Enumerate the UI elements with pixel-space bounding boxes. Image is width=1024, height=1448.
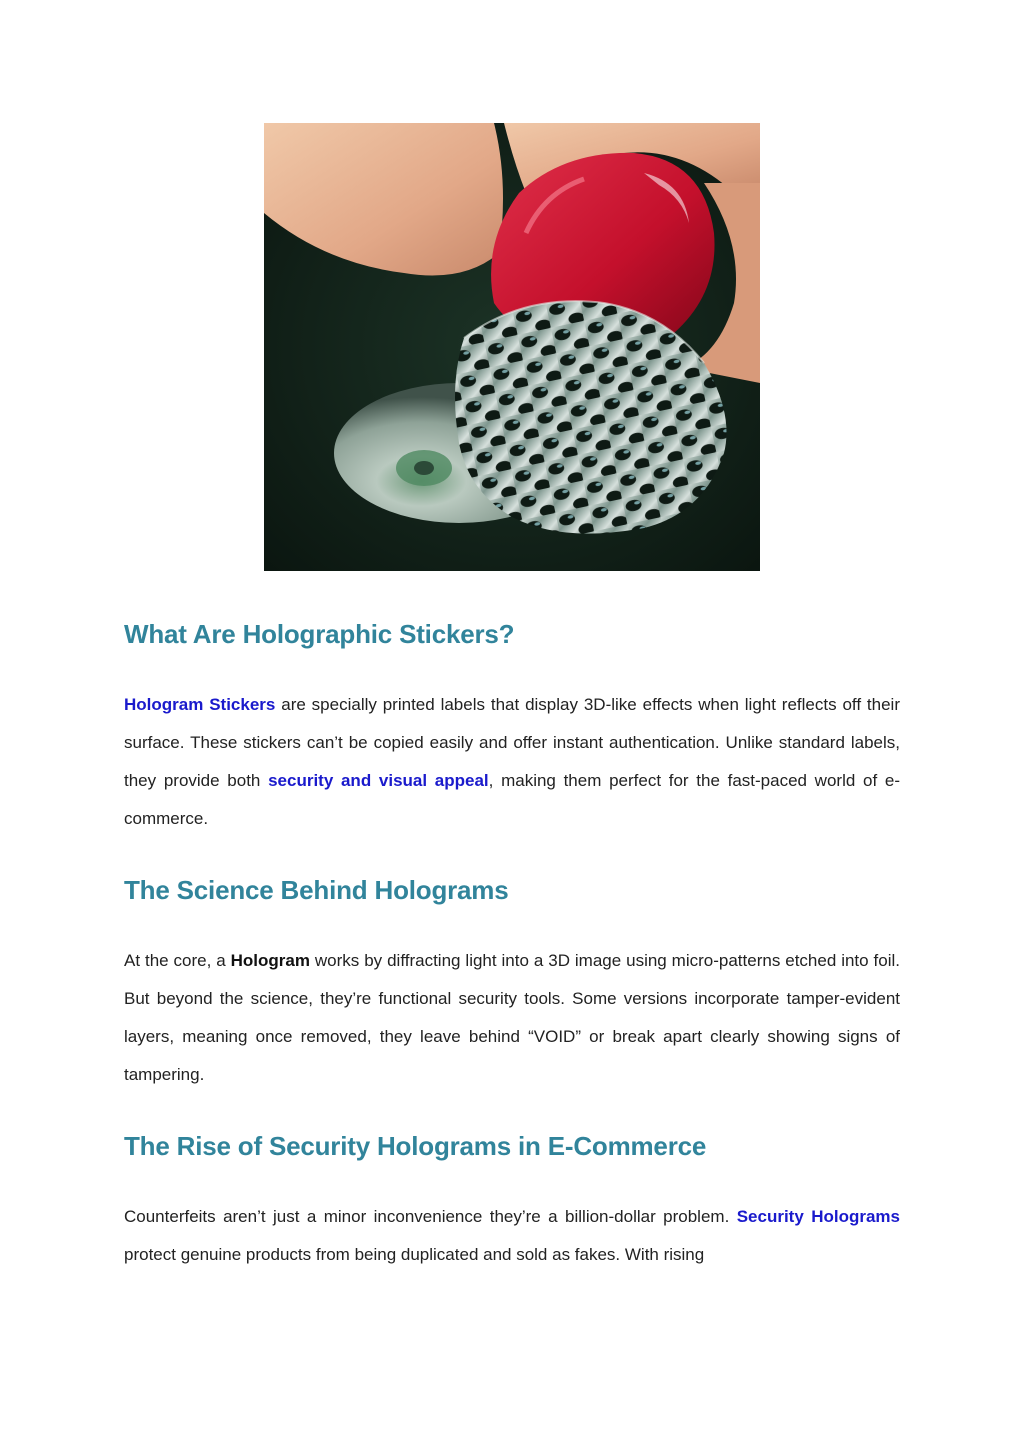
- hero-image: [264, 123, 760, 571]
- link-security-and-visual-appeal[interactable]: security and visual appeal: [268, 771, 489, 790]
- heading-what-are-holographic-stickers: What Are Holographic Stickers?: [124, 619, 515, 649]
- paragraph-rise-of-security-holograms: [124, 1198, 900, 1274]
- text-span: , making them perfect for the fast-paced world of e-commerce.: [124, 771, 900, 828]
- paragraph-holographic-stickers: [124, 686, 900, 838]
- text-span: Counterfeits aren’t just a minor inconvenience they’re a billion-dollar problem.: [124, 1207, 737, 1226]
- heading-science-behind-holograms: The Science Behind Holograms: [124, 875, 509, 905]
- hologram-sticker-illustration: [264, 123, 760, 571]
- link-hologram-stickers[interactable]: Hologram Stickers: [124, 695, 276, 714]
- section-holographic-stickers: [124, 612, 900, 838]
- text-span: At the core, a: [124, 951, 231, 970]
- link-security-holograms[interactable]: Security Holograms: [736, 1207, 900, 1226]
- article-content: [124, 612, 900, 1274]
- text-span: protect genuine products from being duplicated and sold as fakes. With rising: [124, 1245, 705, 1264]
- section-rise-of-security-holograms: [124, 1124, 900, 1274]
- text-span: are specially printed labels that display 3D-like effects when light reflects off their surface. These stickers can’t be copied easily and offer instant authentication. Unlike standard labels, they provide both: [124, 695, 900, 790]
- section-science-behind-holograms: [124, 868, 900, 1094]
- text-span: works by diffracting light into a 3D image using micro-patterns etched into foil. But beyond the science, they’re functional security tools. Some versions incorporate tamper-evident layers, meaning once removed, they leave behind “VOID” or break apart clearly showing signs of tampering.: [124, 951, 900, 1084]
- bold-hologram: Hologram: [230, 951, 310, 970]
- paragraph-science-behind-holograms: [124, 942, 900, 1094]
- heading-rise-of-security-holograms: The Rise of Security Holograms in E-Commerce: [124, 1131, 707, 1161]
